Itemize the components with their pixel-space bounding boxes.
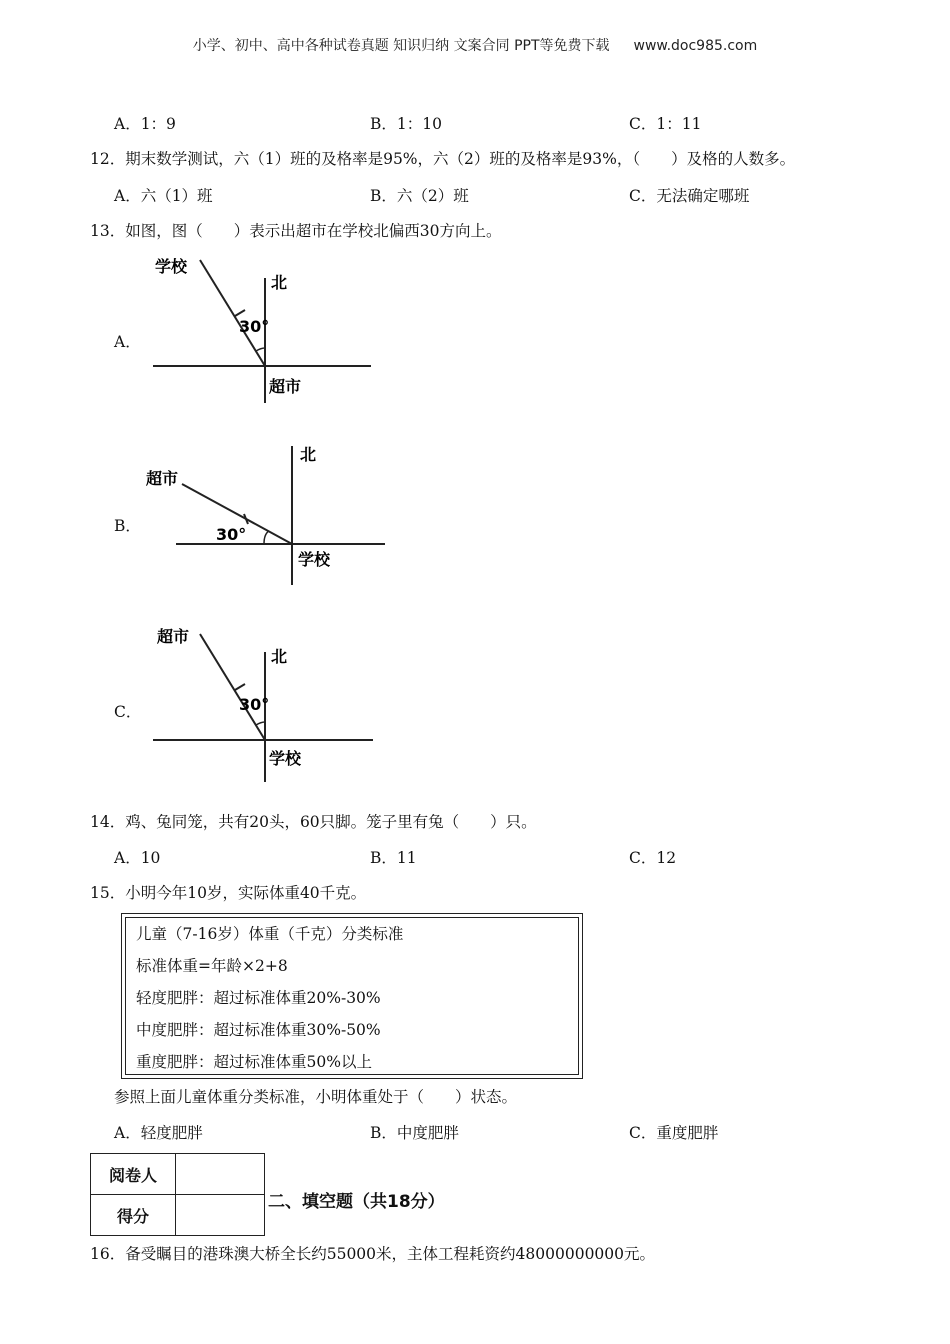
header-text: 小学、初中、高中各种试卷真题 知识归纳 文案合同 PPT等免费下载 bbox=[192, 38, 610, 54]
fig-b-north-label: 北 bbox=[300, 445, 317, 464]
q16-stem: 16．备受瞩目的港珠澳大桥全长约55000米，主体工程耗资约48000000000元。 bbox=[90, 1245, 656, 1263]
angle-arc bbox=[256, 722, 265, 725]
q13-option-b-label: B． bbox=[114, 517, 141, 535]
standard-line: 标准体重=年龄×2+8 bbox=[136, 957, 288, 975]
q13-option-a-label: A． bbox=[114, 333, 141, 351]
q15-option-c: C．重度肥胖 bbox=[629, 1124, 719, 1142]
direction-ray bbox=[200, 260, 265, 366]
q13-figure-b bbox=[138, 440, 393, 590]
q12-option-c: C．无法确定哪班 bbox=[629, 187, 750, 205]
angle-arc bbox=[256, 348, 265, 351]
fig-a-angle-label: 30° bbox=[239, 317, 270, 336]
angle-arc bbox=[264, 531, 269, 544]
q13-figure-a bbox=[145, 248, 380, 408]
header-site: www.doc985.com bbox=[633, 38, 758, 54]
q11-option-c: C．1：11 bbox=[629, 115, 702, 133]
q14-option-c: C．12 bbox=[629, 849, 677, 867]
fig-c-angle-label: 30° bbox=[239, 695, 270, 714]
q11-option-a: A．1：9 bbox=[114, 115, 176, 133]
fig-a-north-label: 北 bbox=[271, 273, 288, 292]
score-label: 得分 bbox=[91, 1195, 176, 1236]
q13-figure-c bbox=[145, 622, 380, 787]
q14-option-b: B．11 bbox=[370, 849, 417, 867]
fig-a-top-label: 学校 bbox=[155, 257, 188, 276]
q12-option-a: A．六（1）班 bbox=[114, 187, 213, 205]
standard-line: 轻度肥胖：超过标准体重20%-30% bbox=[136, 989, 381, 1007]
ray-tick bbox=[235, 684, 245, 690]
weight-standard-box bbox=[121, 913, 583, 1079]
page-header bbox=[0, 35, 950, 55]
fig-c-origin-label: 学校 bbox=[269, 749, 302, 768]
q12-option-b: B．六（2）班 bbox=[370, 187, 469, 205]
standard-line: 重度肥胖：超过标准体重50%以上 bbox=[136, 1053, 372, 1071]
fig-c-north-label: 北 bbox=[271, 647, 288, 666]
weight-standard-inner-border bbox=[125, 917, 579, 1075]
q15-question: 参照上面儿童体重分类标准，小明体重处于（ ）状态。 bbox=[114, 1088, 518, 1106]
fig-b-top-label: 超市 bbox=[146, 469, 179, 488]
reviewer-field bbox=[176, 1154, 265, 1195]
q13-option-c-label: C． bbox=[114, 703, 142, 721]
fig-b-angle-label: 30° bbox=[216, 525, 247, 544]
reviewer-label: 阅卷人 bbox=[91, 1154, 176, 1195]
score-table bbox=[90, 1153, 265, 1236]
direction-ray bbox=[200, 634, 265, 740]
section-title: 二、填空题（共18分） bbox=[268, 1192, 445, 1212]
q12-stem: 12．期末数学测试，六（1）班的及格率是95%，六（2）班的及格率是93%，（ ）及格的人数多。 bbox=[90, 150, 796, 168]
standard-line: 儿童（7-16岁）体重（千克）分类标准 bbox=[136, 925, 404, 943]
q11-option-b: B．1：10 bbox=[370, 115, 442, 133]
ray-tick bbox=[235, 310, 245, 316]
fig-b-origin-label: 学校 bbox=[298, 550, 331, 569]
q15-stem: 15．小明今年10岁，实际体重40千克。 bbox=[90, 884, 367, 902]
q13-stem: 13．如图，图（ ）表示出超市在学校北偏西30方向上。 bbox=[90, 222, 502, 240]
score-field bbox=[176, 1195, 265, 1236]
q14-stem: 14．鸡、兔同笼，共有20头，60只脚。笼子里有兔（ ）只。 bbox=[90, 813, 537, 831]
fig-a-origin-label: 超市 bbox=[269, 377, 302, 396]
q15-option-a: A．轻度肥胖 bbox=[114, 1124, 203, 1142]
q14-option-a: A．10 bbox=[114, 849, 161, 867]
q15-option-b: B．中度肥胖 bbox=[370, 1124, 459, 1142]
fig-c-top-label: 超市 bbox=[157, 627, 190, 646]
standard-line: 中度肥胖：超过标准体重30%-50% bbox=[136, 1021, 381, 1039]
